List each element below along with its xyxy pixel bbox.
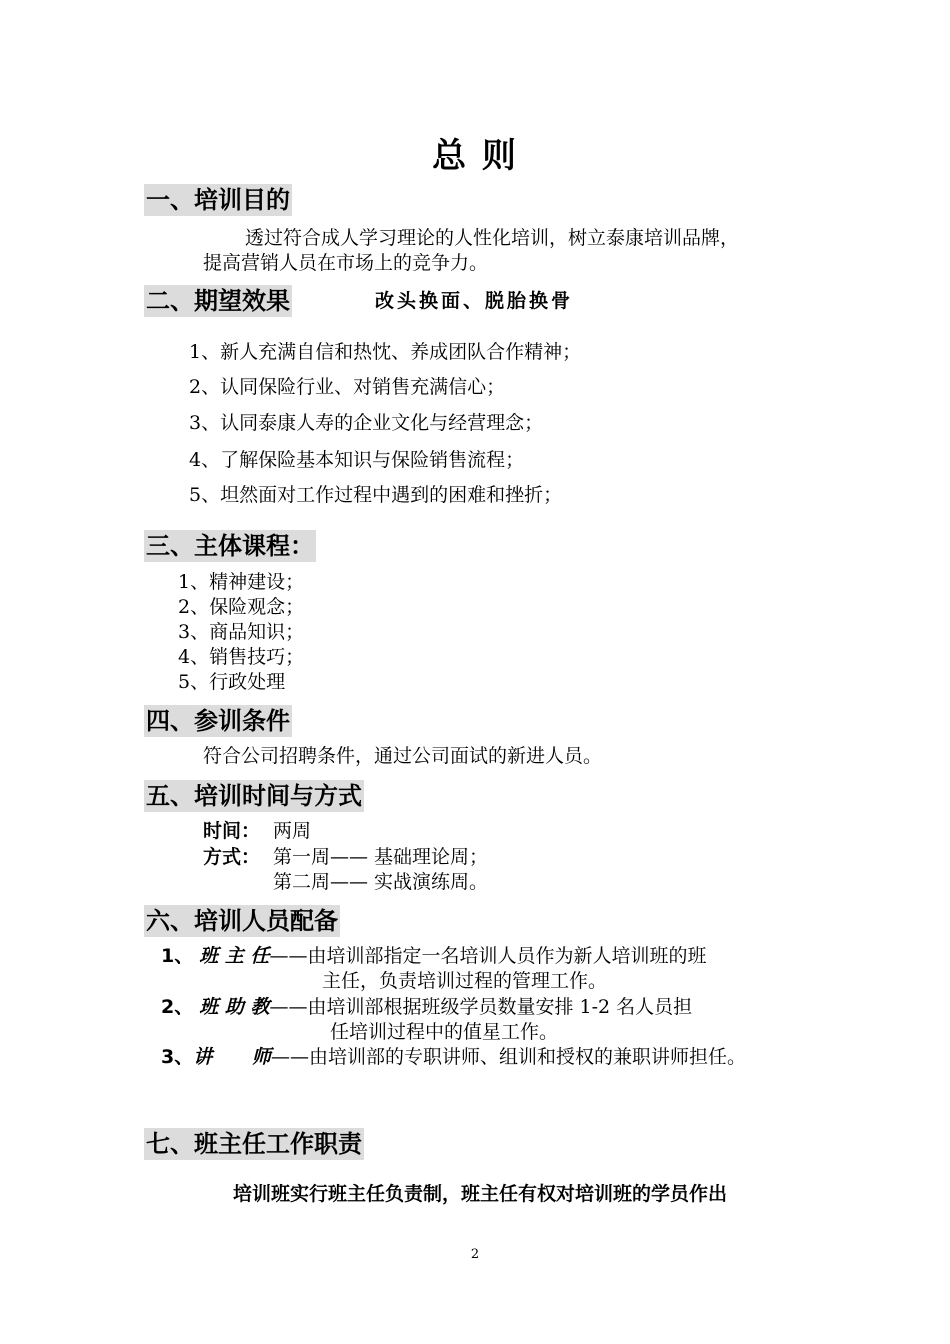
duty-text: 培训班实行班主任负责制，班主任有权对培训班的学员作出 <box>233 1183 728 1205</box>
expectation-item-3: 3、认同泰康人寿的企业文化与经营理念； <box>189 412 544 434</box>
role-3-dash: —— <box>270 1046 309 1068</box>
expectation-item-2: 2、认同保险行业、对销售充满信心； <box>189 376 506 398</box>
role-3-number: 3、 <box>161 1046 194 1068</box>
role-1-dash: —— <box>269 945 308 967</box>
section-heading-7: 七、班主任工作职责 <box>146 1130 362 1158</box>
course-item-3: 3、商品知识； <box>178 621 305 643</box>
page-title: 总 则 <box>432 136 518 176</box>
mode-label: 方式： <box>203 846 261 868</box>
slogan: 改头换面、脱胎换骨 <box>375 290 574 312</box>
role-2-number: 2、 <box>161 996 194 1018</box>
role-2-desc-1: 由培训部根据班级学员数量安排 1-2 名人员担 <box>307 996 693 1018</box>
purpose-line-2: 提高营销人员在市场上的竞争力。 <box>203 252 489 274</box>
page-number: 2 <box>470 1247 480 1262</box>
role-3-title: 讲 师 <box>193 1046 271 1068</box>
role-2-dash: —— <box>269 996 308 1018</box>
course-item-4: 4、销售技巧； <box>178 646 305 668</box>
role-1 <box>161 943 706 969</box>
role-3-desc-1: 由培训部的专职讲师、组训和授权的兼职讲师担任。 <box>308 1046 746 1068</box>
section-heading-1: 一、培训目的 <box>146 186 290 214</box>
section-heading-4: 四、参训条件 <box>146 707 290 735</box>
role-2-desc-2: 任培训过程中的值星工作。 <box>330 1021 559 1043</box>
section-heading-2: 二、期望效果 <box>146 287 290 315</box>
course-item-5: 5、行政处理 <box>178 671 286 693</box>
role-1-desc-2: 主任，负责培训过程的管理工作。 <box>322 970 608 992</box>
expectation-item-1: 1、新人充满自信和热忱、养成团队合作精神； <box>189 341 582 363</box>
time-label: 时间： <box>203 820 261 842</box>
purpose-line-1: 透过符合成人学习理论的人性化培训，树立泰康培训品牌， <box>245 227 740 249</box>
role-1-number: 1、 <box>161 945 194 967</box>
course-item-1: 1、精神建设； <box>178 571 305 593</box>
section-heading-6: 六、培训人员配备 <box>146 907 338 935</box>
time-value: 两周 <box>273 820 312 842</box>
section-heading-3: 三、主体课程： <box>146 532 314 560</box>
section-heading-5: 五、培训时间与方式 <box>146 782 362 810</box>
role-1-desc-1: 由培训部指定一名培训人员作为新人培训班的班 <box>307 945 707 967</box>
role-3 <box>161 1044 746 1070</box>
expectation-item-5: 5、坦然面对工作过程中遇到的困难和挫折； <box>189 484 563 506</box>
role-1-title: 班 主 任 <box>199 945 270 967</box>
expectation-item-4: 4、了解保险基本知识与保险销售流程； <box>189 449 525 471</box>
course-item-2: 2、保险观念； <box>178 596 305 618</box>
mode-line-2: 第二周—— 实战演练周。 <box>273 871 489 893</box>
mode-line-1: 第一周—— 基础理论周； <box>273 846 489 868</box>
eligibility-text: 符合公司招聘条件，通过公司面试的新进人员。 <box>203 745 603 767</box>
role-2-title: 班 助 教 <box>199 996 270 1018</box>
role-2 <box>161 994 692 1020</box>
